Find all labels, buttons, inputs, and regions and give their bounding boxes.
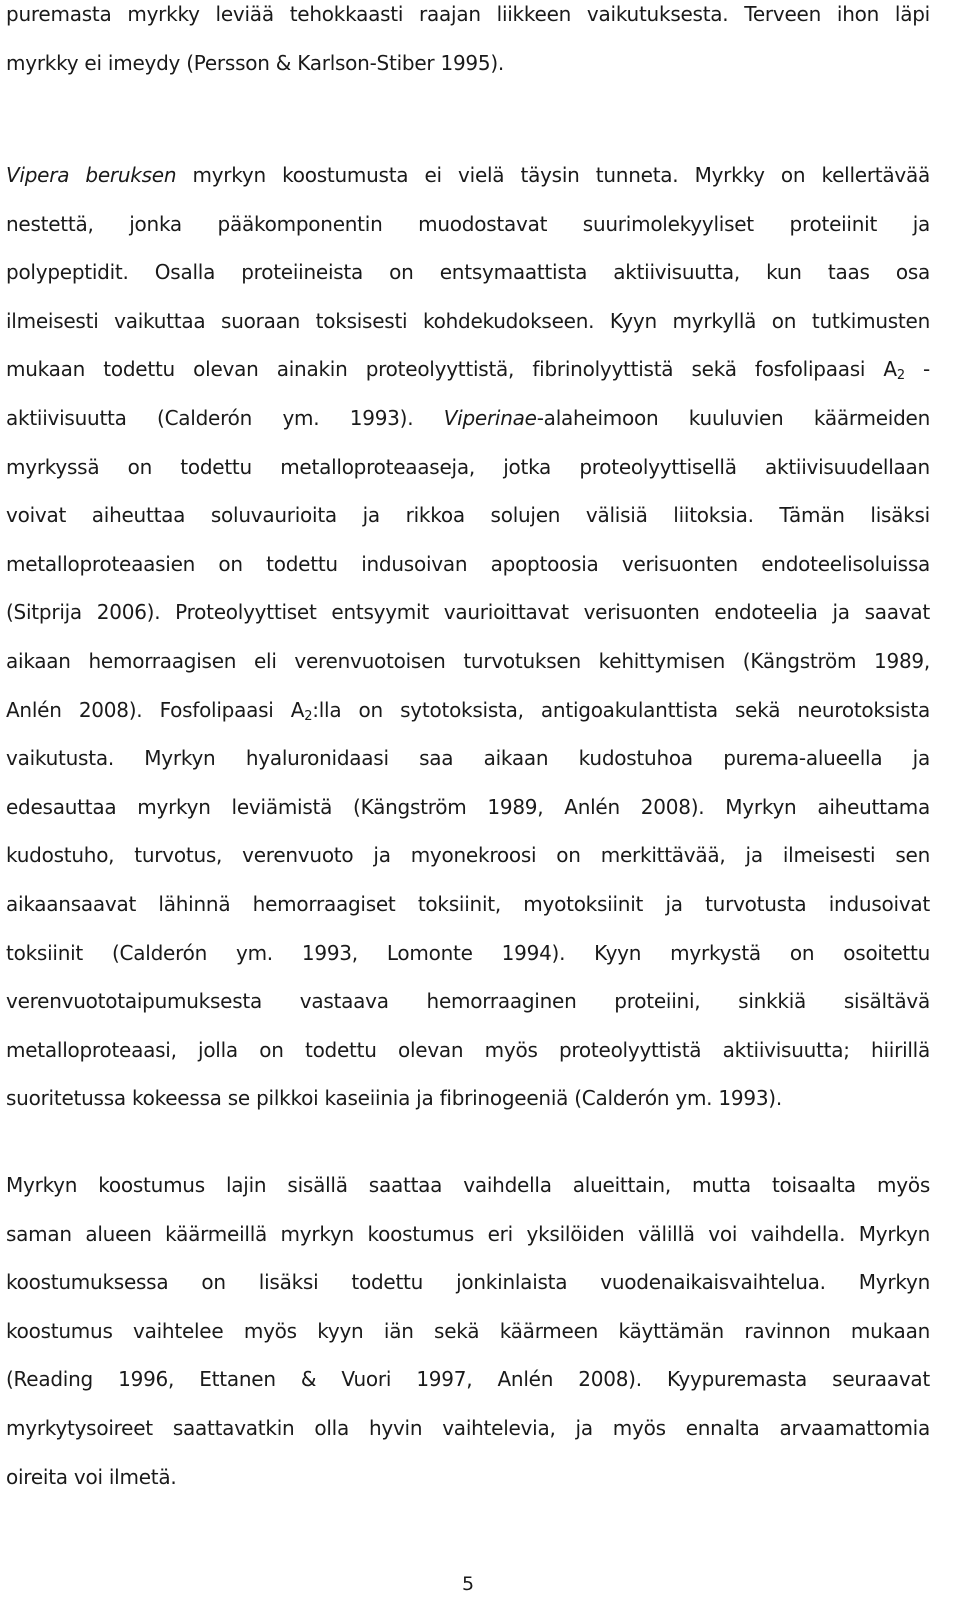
subscript: 2	[304, 708, 313, 724]
text-line: saman alueen käärmeillä myrkyn koostumus eri yksilöiden välillä voi vaihdella. Myrkyn	[6, 1221, 930, 1246]
paragraph-venom-variation	[6, 1161, 930, 1501]
text-run: aktiivisuutta (Calderón ym. 1993).	[6, 405, 444, 430]
text-run: Anlén 2008). Fosfolipaasi A	[6, 697, 305, 722]
text-line: kudostuho, turvotus, verenvuoto ja myonekroosi on merkittävää, ja ilmeisesti sen	[6, 843, 930, 868]
text-run: myrkyn koostumusta ei vielä täysin tunneta. Myrkky on kellertävää	[176, 163, 930, 187]
text-line: metalloproteaasi, jolla on todettu olevan myös proteolyyttistä aktiivisuutta; hiirillä	[6, 1037, 930, 1062]
text-line: aikaan hemorraagisen eli verenvuotoisen turvotuksen kehittymisen (Kängström 1989,	[6, 648, 930, 673]
page-number: 5	[461, 1573, 475, 1595]
text-line: koostumuksessa on lisäksi todettu jonkinlaista vuodenaikaisvaihtelua. Myrkyn	[6, 1270, 930, 1295]
text-line: myrkytysoireet saattavatkin olla hyvin vaihtelevia, ja myös ennalta arvaamattomia	[6, 1415, 930, 1440]
text-line: puremasta myrkky leviää tehokkaasti raajan liikkeen vaikutuksesta. Terveen ihon läpi	[6, 2, 930, 26]
text-line: polypeptidit. Osalla proteiineista on entsymaattista aktiivisuutta, kun taas osa	[6, 260, 930, 285]
text-line	[6, 345, 930, 394]
text-run: -	[904, 357, 931, 382]
text-line: myrkyssä on todettu metalloproteaaseja, jotka proteolyyttisellä aktiivisuudellaan	[6, 454, 930, 479]
text-line: Myrkyn koostumus lajin sisällä saattaa vaihdella alueittain, mutta toisaalta myös	[6, 1173, 930, 1197]
subscript: 2	[896, 368, 905, 384]
text-line: metalloproteaasien on todettu indusoivan apoptoosia verisuonten endoteelisoluissa	[6, 551, 930, 576]
text-line	[6, 394, 930, 443]
subfamily-name-italic: Viperinae	[443, 405, 537, 430]
paragraph-venom-spread	[6, 0, 930, 87]
text-line: verenvuototaipumuksesta vastaava hemorraaginen proteiini, sinkkiä sisältävä	[6, 989, 930, 1014]
text-line	[6, 686, 930, 735]
text-line: vaikutusta. Myrkyn hyaluronidaasi saa aikaan kudostuhoa purema-alueella ja	[6, 746, 930, 771]
text-line: nestettä, jonka pääkomponentin muodostavat suurimolekyyliset proteiinit ja	[6, 211, 930, 236]
text-line: (Sitprija 2006). Proteolyyttiset entsyymit vaurioittavat verisuonten endoteelia ja saavat	[6, 600, 930, 625]
text-run: :lla on sytotoksista, antigoakulanttista sekä neurotoksista	[312, 697, 930, 722]
species-name-italic: Vipera beruksen	[6, 163, 177, 187]
text-line: myrkky ei imeydy (Persson & Karlson-Stiber 1995).	[6, 50, 505, 75]
text-run: -alaheimoon kuuluvien käärmeiden	[536, 405, 930, 430]
text-line	[6, 151, 930, 200]
text-line: toksiinit (Calderón ym. 1993, Lomonte 1994). Kyyn myrkystä on osoitettu	[6, 940, 930, 965]
text-line: edesauttaa myrkyn leviämistä (Kängström 1989, Anlén 2008). Myrkyn aiheuttama	[6, 794, 930, 819]
text-line: suoritetussa kokeessa se pilkkoi kaseiinia ja fibrinogeeniä (Calderón ym. 1993).	[6, 1086, 782, 1111]
text-line: koostumus vaihtelee myös kyyn iän sekä käärmeen käyttämän ravinnon mukaan	[6, 1318, 930, 1343]
text-line: (Reading 1996, Ettanen & Vuori 1997, Anlén 2008). Kyypuremasta seuraavat	[6, 1367, 930, 1392]
text-line: aikaansaavat lähinnä hemorraagiset toksiinit, myotoksiinit ja turvotusta indusoivat	[6, 891, 930, 916]
text-line: voivat aiheuttaa soluvaurioita ja rikkoa solujen välisiä liitoksia. Tämän lisäksi	[6, 503, 930, 528]
paragraph-venom-composition	[6, 151, 930, 1123]
text-run: mukaan todettu olevan ainakin proteolyyttistä, fibrinolyyttistä sekä fosfolipaasi A	[6, 357, 897, 382]
text-line: oireita voi ilmetä.	[6, 1464, 177, 1489]
text-line: ilmeisesti vaikuttaa suoraan toksisesti kohdekudokseen. Kyyn myrkyllä on tutkimusten	[6, 308, 930, 333]
